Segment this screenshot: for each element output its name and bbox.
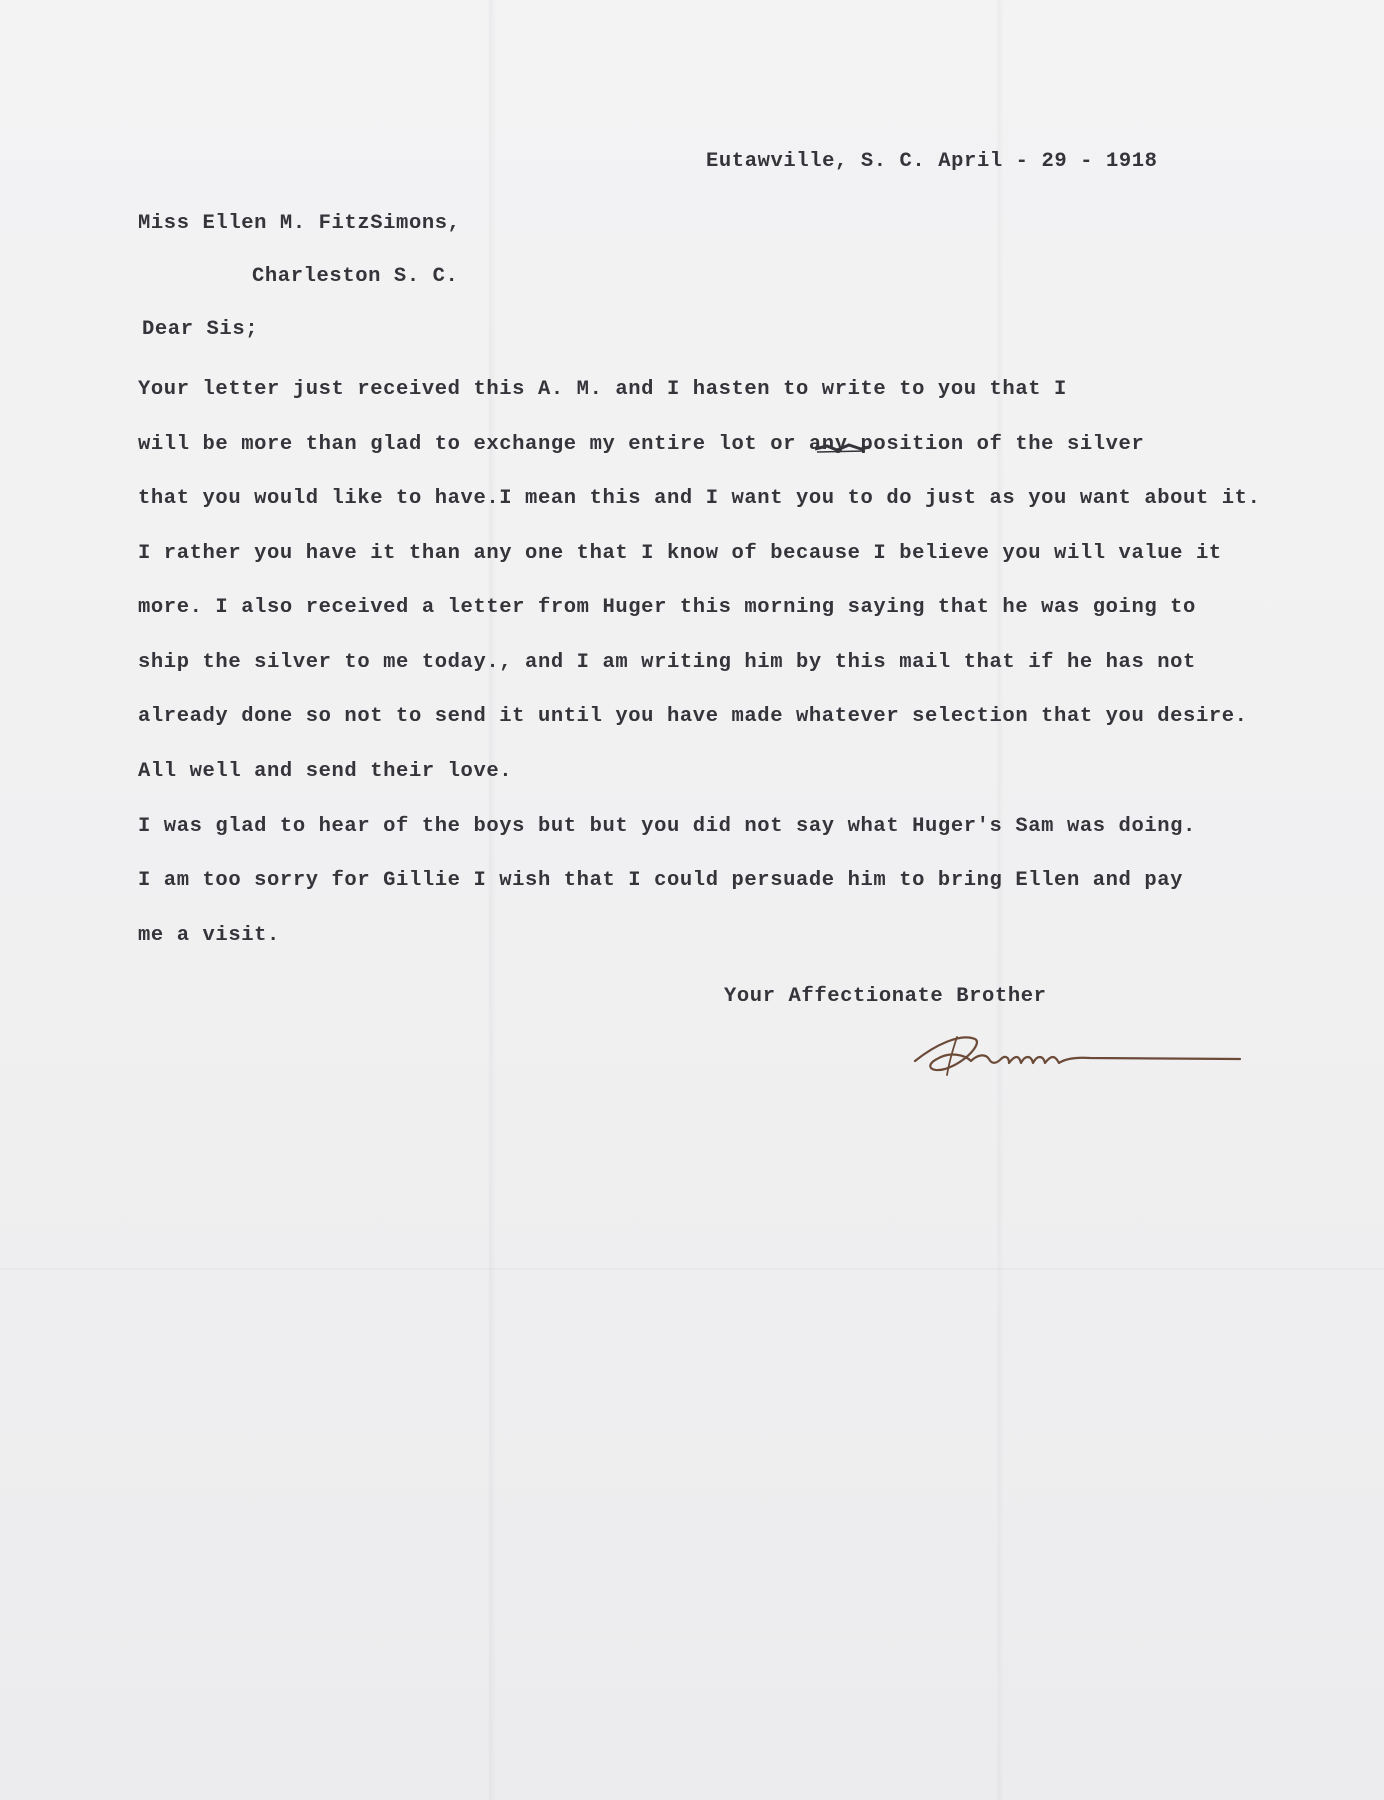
addressee-name: Miss Ellen M. FitzSimons,	[138, 212, 461, 235]
addressee-city: Charleston S. C.	[252, 265, 459, 288]
salutation: Dear Sis;	[142, 318, 259, 341]
body-line: I am too sorry for Gillie I wish that I could persuade him to bring Ellen and pay	[138, 869, 1184, 892]
body-line: more. I also received a letter from Huger this morning saying that he was going to	[138, 596, 1196, 619]
body-line: already done so not to send it until you have made whatever selection that you desire.	[138, 705, 1248, 728]
body-line: I rather you have it than any one that I know of because I believe you will value it	[138, 542, 1222, 565]
paper-fold	[0, 1268, 1384, 1270]
struck-out-word	[813, 440, 871, 456]
body-line: All well and send their love.	[138, 760, 513, 783]
body-line: ship the silver to me today., and I am writing him by this mail that if he has not	[138, 651, 1196, 674]
body-line: Your letter just received this A. M. and I hasten to write to you that I	[138, 378, 1067, 401]
letter-date: Eutawville, S. C. April - 29 - 1918	[706, 150, 1158, 173]
body-line: I was glad to hear of the boys but but you did not say what Huger's Sam was doing.	[138, 815, 1196, 838]
handwritten-signature	[905, 1015, 1245, 1090]
closing: Your Affectionate Brother	[724, 985, 1047, 1008]
body-line: me a visit.	[138, 924, 280, 947]
body-line: that you would like to have.I mean this and I want you to do just as you want about it.	[138, 487, 1261, 510]
body-line: will be more than glad to exchange my entire lot or any position of the silver	[138, 433, 1145, 456]
